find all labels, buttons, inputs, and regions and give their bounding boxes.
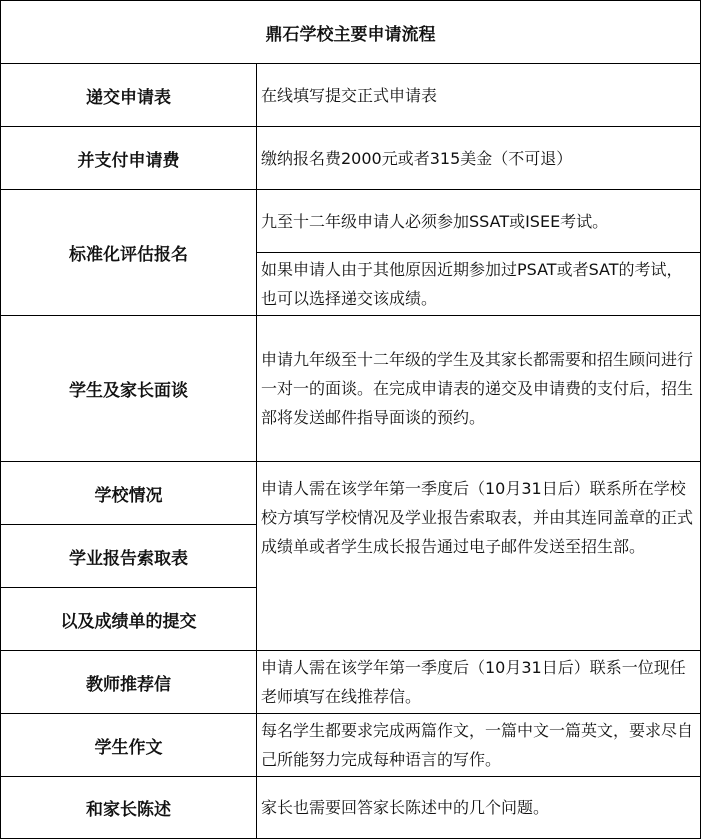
step-description: 九至十二年级申请人必须参加SSAT或ISEE考试。	[257, 190, 701, 253]
step-label: 递交申请表	[1, 64, 257, 127]
step-label: 并支付申请费	[1, 127, 257, 190]
step-description: 在线填写提交正式申请表	[257, 64, 701, 127]
step-description: 申请人需在该学年第一季度后（10月31日后）联系一位现任老师填写在线推荐信。	[257, 651, 701, 714]
table-row	[1, 127, 701, 190]
table-title: 鼎石学校主要申请流程	[1, 1, 701, 64]
step-label: 和家长陈述	[1, 777, 257, 839]
step-label: 学校情况	[1, 462, 257, 525]
table-row	[1, 316, 701, 462]
table-row	[1, 714, 701, 777]
step-description: 每名学生都要求完成两篇作文，一篇中文一篇英文，要求尽自己所能努力完成每种语言的写作。	[257, 714, 701, 777]
table-row	[1, 462, 701, 525]
step-label: 学业报告索取表	[1, 525, 257, 588]
step-description: 如果申请人由于其他原因近期参加过PSAT或者SAT的考试，也可以选择递交该成绩。	[257, 253, 701, 316]
step-label: 学生及家长面谈	[1, 316, 257, 462]
step-label: 学生作文	[1, 714, 257, 777]
step-description: 申请人需在该学年第一季度后（10月31日后）联系所在学校校方填写学校情况及学业报告索取表，并由其连同盖章的正式成绩单或者学生成长报告通过电子邮件发送至招生部。	[257, 462, 701, 651]
table-row	[1, 190, 701, 253]
table-row	[1, 64, 701, 127]
step-description: 缴纳报名费2000元或者315美金（不可退）	[257, 127, 701, 190]
table-row	[1, 651, 701, 714]
table-row	[1, 777, 701, 839]
step-description: 申请九年级至十二年级的学生及其家长都需要和招生顾问进行一对一的面谈。在完成申请表的递交及申请费的支付后，招生部将发送邮件指导面谈的预约。	[257, 316, 701, 462]
step-label: 以及成绩单的提交	[1, 588, 257, 651]
step-label: 教师推荐信	[1, 651, 257, 714]
step-label: 标准化评估报名	[1, 190, 257, 316]
step-description: 家长也需要回答家长陈述中的几个问题。	[257, 777, 701, 839]
